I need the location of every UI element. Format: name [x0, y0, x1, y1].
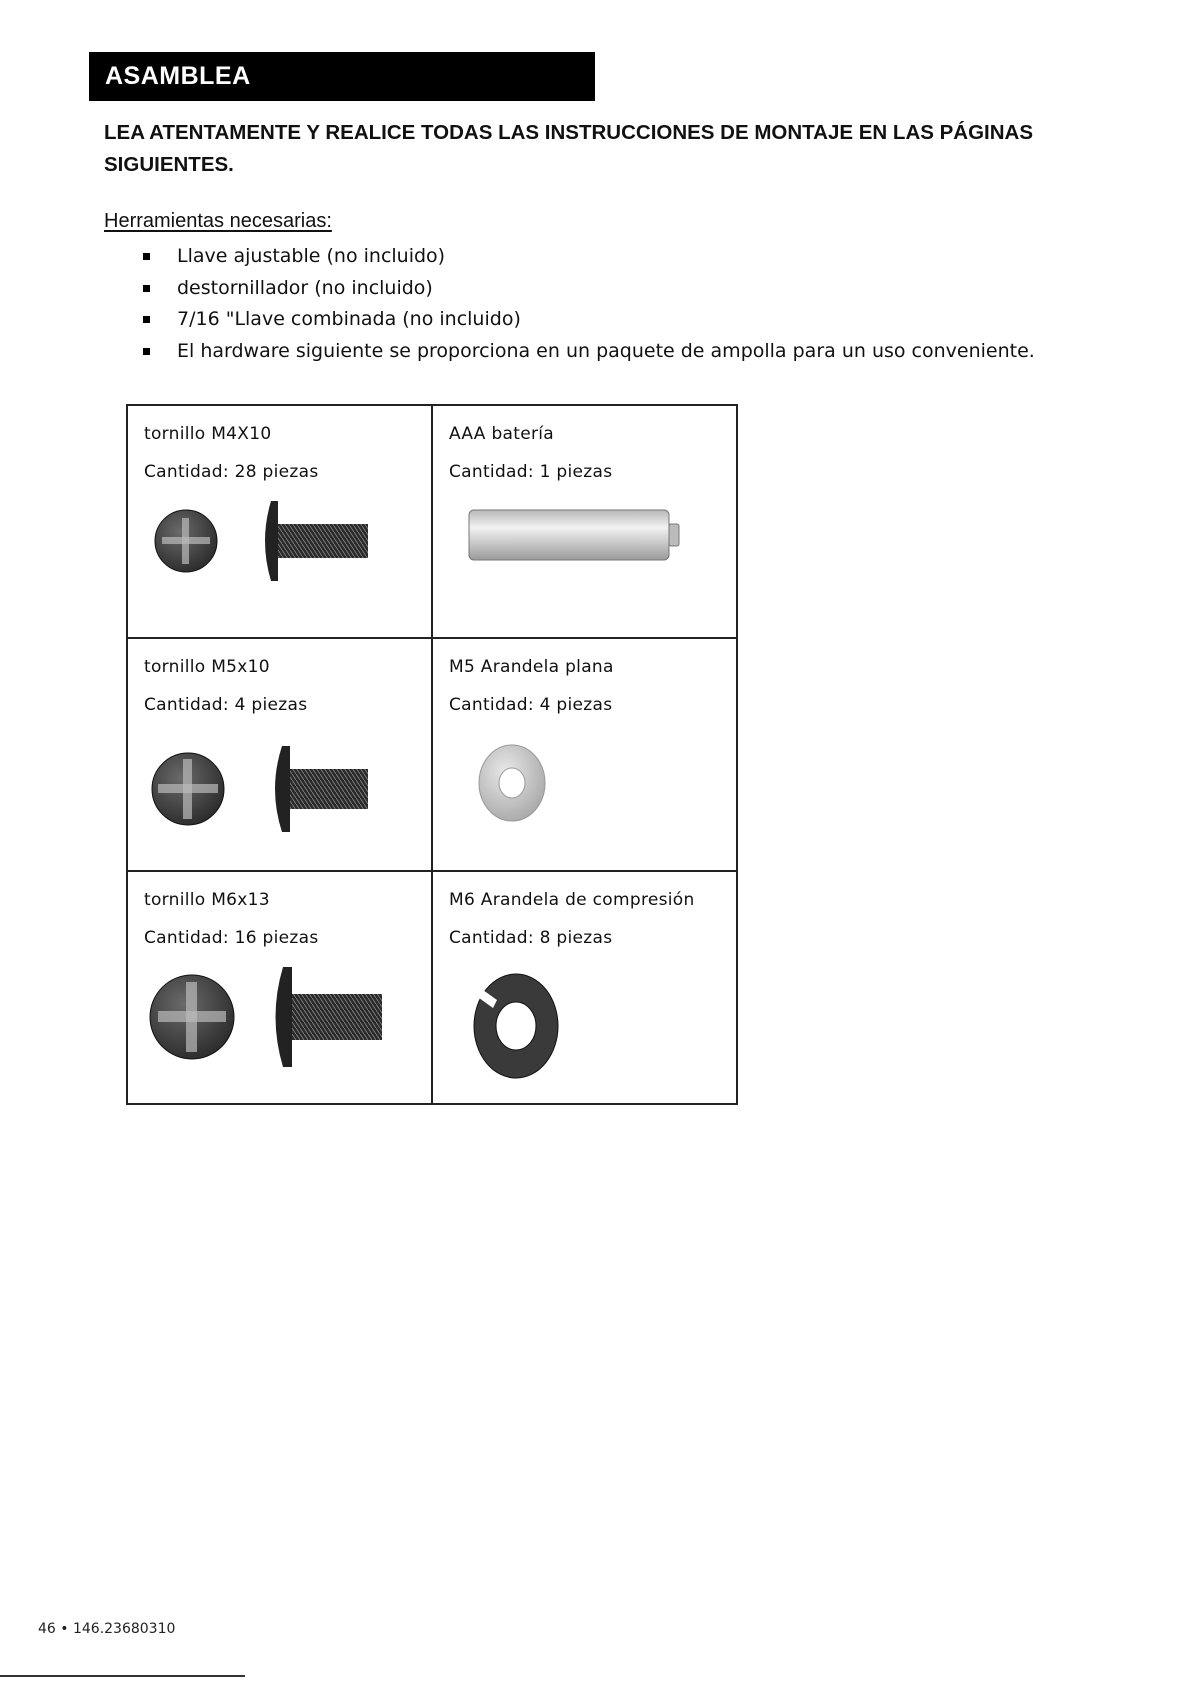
assembly-instruction: LEA ATENTAMENTE Y REALICE TODAS LAS INSTRUCCIONES DE MONTAJE EN LAS PÁGINAS SIGUIENTES. — [104, 121, 1034, 176]
part-cell-m5x10-screw — [128, 639, 433, 872]
hardware-parts-table — [126, 404, 738, 1105]
flat-washer-icon — [475, 739, 555, 829]
part-cell-m5-flat-washer — [433, 639, 738, 872]
part-name: tornillo M4X10 — [144, 424, 272, 444]
battery-icon — [467, 506, 687, 566]
tools-list-item: Llave ajustable (no incluido) — [130, 241, 1035, 273]
tools-list-item: destornillador (no incluido) — [130, 273, 1035, 305]
part-cell-aaa-battery — [433, 406, 738, 639]
tools-list — [130, 241, 1035, 367]
part-cell-m6x13-screw — [128, 872, 433, 1103]
part-cell-m6-lock-washer — [433, 872, 738, 1103]
part-quantity: Cantidad: 1 piezas — [449, 462, 613, 482]
part-quantity: Cantidad: 4 piezas — [449, 695, 613, 715]
section-title: ASAMBLEA — [89, 52, 595, 101]
part-cell-m4x10-screw — [128, 406, 433, 639]
part-quantity: Cantidad: 28 piezas — [144, 462, 319, 482]
part-name: tornillo M5x10 — [144, 657, 270, 677]
part-name: tornillo M6x13 — [144, 890, 270, 910]
tools-list-item: 7/16 "Llave combinada (no incluido) — [130, 304, 1035, 336]
part-name: M6 Arandela de compresión — [449, 890, 695, 910]
tools-heading: Herramientas necesarias: — [104, 210, 332, 232]
screw-icon — [148, 744, 368, 834]
screw-icon — [148, 962, 388, 1072]
tools-list-item: El hardware siguiente se proporciona en un paquete de ampolla para un uso conveniente. — [130, 336, 1035, 368]
page-footer: 46 • 146.23680310 — [38, 1621, 176, 1637]
divider — [0, 1675, 245, 1677]
bullet-icon — [143, 348, 150, 355]
part-quantity: Cantidad: 8 piezas — [449, 928, 613, 948]
bullet-icon — [143, 253, 150, 260]
part-name: M5 Arandela plana — [449, 657, 614, 677]
part-name: AAA batería — [449, 424, 555, 444]
part-quantity: Cantidad: 4 piezas — [144, 695, 308, 715]
bullet-icon — [143, 285, 150, 292]
lock-washer-icon — [471, 968, 581, 1088]
screw-icon — [154, 496, 374, 586]
bullet-icon — [143, 316, 150, 323]
part-quantity: Cantidad: 16 piezas — [144, 928, 319, 948]
